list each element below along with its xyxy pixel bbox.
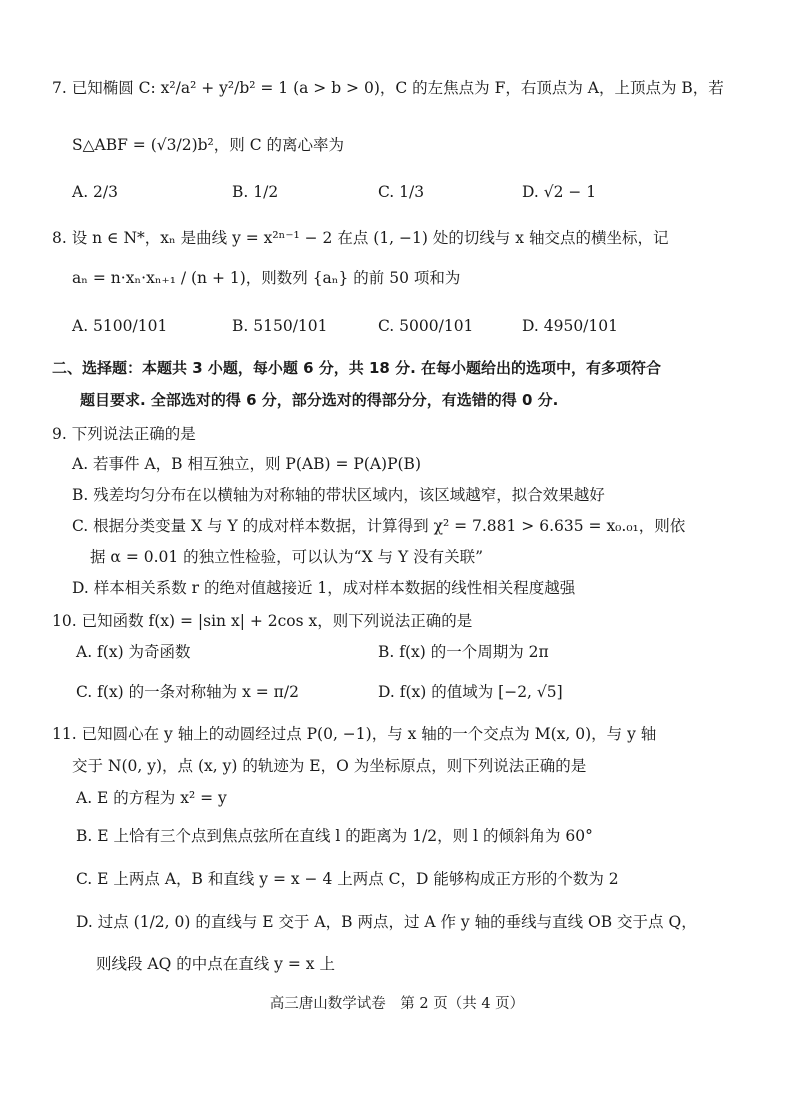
- q9-option-c-line2: 据 α = 0.01 的独立性检验，可以认为“X 与 Y 没有关联”: [90, 548, 484, 566]
- q10-option-c: C. f(x) 的一条对称轴为 x = π/2: [76, 683, 299, 701]
- q7-line1: 7. 已知椭圆 C: x²/a² + y²/b² = 1 (a > b > 0)，C 的左焦点为 F，右顶点为 A，上顶点为 B，若: [52, 79, 724, 97]
- q7-option-a: A. 2/3: [72, 183, 118, 201]
- section2-heading-line1: 二、选择题：本题共 3 小题，每小题 6 分，共 18 分. 在每小题给出的选项中，有多项符合: [52, 359, 662, 377]
- q8-option-d: D. 4950/101: [522, 317, 618, 335]
- page-footer: 高三唐山数学试卷 第 2 页（共 4 页）: [269, 996, 525, 1012]
- q8-line1: 8. 设 n ∈ N*，xₙ 是曲线 y = x²ⁿ⁻¹ − 2 在点 (1, −1) 处的切线与 x 轴交点的横坐标，记: [52, 229, 669, 247]
- q7-line2: S△ABF = (√3/2)b²，则 C 的离心率为: [72, 136, 344, 154]
- q10-option-a: A. f(x) 为奇函数: [76, 643, 191, 661]
- q9-stem: 9. 下列说法正确的是: [52, 425, 196, 443]
- q11-option-c: C. E 上两点 A，B 和直线 y = x − 4 上两点 C，D 能够构成正方形的个数为 2: [76, 870, 619, 888]
- q11-line1: 11. 已知圆心在 y 轴上的动圆经过点 P(0, −1)，与 x 轴的一个交点为 M(x, 0)，与 y 轴: [52, 725, 657, 743]
- q9-option-a: A. 若事件 A，B 相互独立，则 P(AB) = P(A)P(B): [72, 455, 421, 473]
- q11-option-d-line1: D. 过点 (1/2, 0) 的直线与 E 交于 A，B 两点，过 A 作 y 轴的垂线与直线 OB 交于点 Q，: [76, 913, 697, 931]
- q10-option-b: B. f(x) 的一个周期为 2π: [378, 643, 549, 661]
- q7-option-b: B. 1/2: [232, 183, 279, 201]
- q9-option-b: B. 残差均匀分布在以横轴为对称轴的带状区域内，该区域越窄，拟合效果越好: [72, 486, 605, 504]
- q9-option-c-line1: C. 根据分类变量 X 与 Y 的成对样本数据，计算得到 χ² = 7.881 > 6.635 = x₀.₀₁，则依: [72, 517, 686, 535]
- q8-option-c: C. 5000/101: [378, 317, 474, 335]
- q10-option-d: D. f(x) 的值域为 [−2, √5]: [378, 683, 563, 701]
- q8-line2: aₙ = n·xₙ·xₙ₊₁ / (n + 1)，则数列 {aₙ} 的前 50 项和为: [72, 269, 461, 287]
- q8-option-a: A. 5100/101: [72, 317, 168, 335]
- q11-option-a: A. E 的方程为 x² = y: [76, 789, 227, 807]
- section2-heading-line2: 题目要求. 全部选对的得 6 分，部分选对的得部分分，有选错的得 0 分.: [80, 391, 559, 409]
- q7-option-d: D. √2 − 1: [522, 183, 597, 201]
- q11-option-d-line2: 则线段 AQ 的中点在直线 y = x 上: [96, 955, 335, 973]
- q10-stem: 10. 已知函数 f(x) = |sin x| + 2cos x，则下列说法正确的是: [52, 612, 473, 630]
- q9-option-d: D. 样本相关系数 r 的绝对值越接近 1，成对样本数据的线性相关程度越强: [72, 579, 576, 597]
- q8-option-b: B. 5150/101: [232, 317, 328, 335]
- q11-option-b: B. E 上恰有三个点到焦点弦所在直线 l 的距离为 1/2，则 l 的倾斜角为 60°: [76, 827, 593, 845]
- q7-option-c: C. 1/3: [378, 183, 425, 201]
- q11-line2: 交于 N(0, y)，点 (x, y) 的轨迹为 E，O 为坐标原点，则下列说法正确的是: [72, 757, 587, 775]
